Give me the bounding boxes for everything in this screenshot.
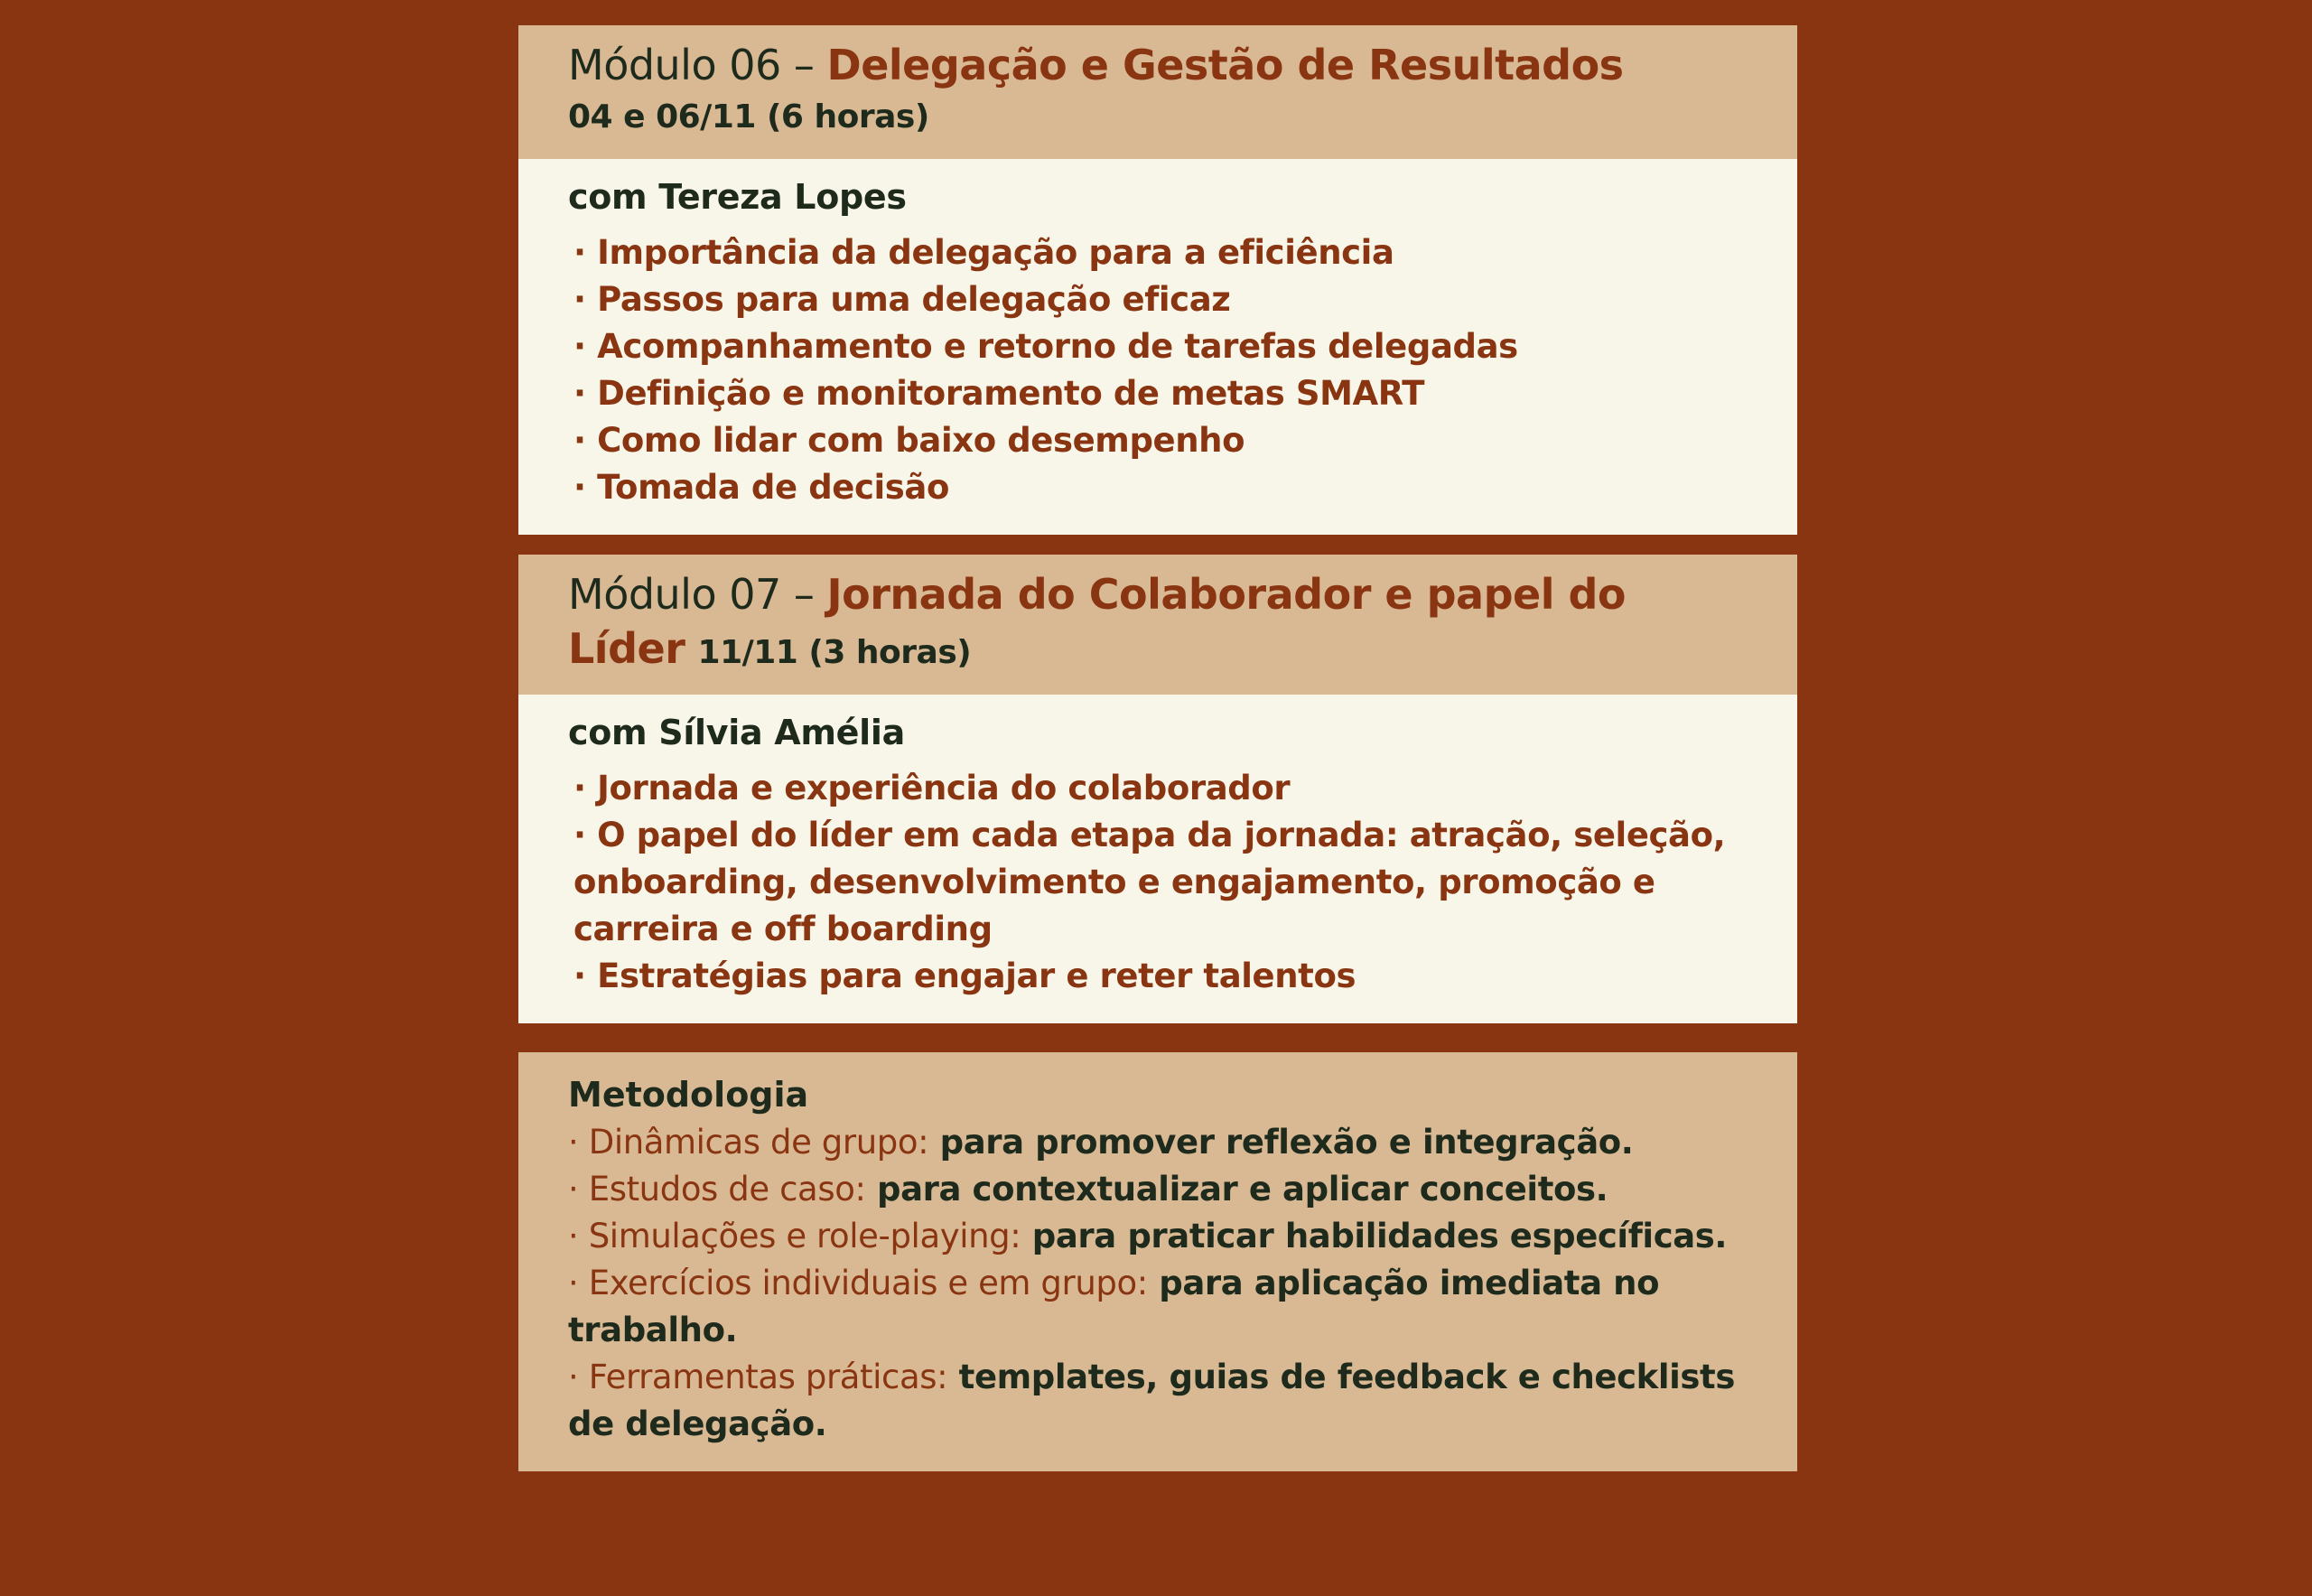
methodology-list: [568, 1119, 1748, 1448]
module-name: Delegação e Gestão de Resultados: [826, 41, 1624, 89]
methodology-text: para praticar habilidades específicas.: [1021, 1217, 1728, 1255]
topic-item: · Tomada de decisão: [573, 468, 950, 507]
methodology-term: · Simulações e role-playing:: [568, 1217, 1021, 1255]
methodology-term: · Exercícios individuais e em grupo:: [568, 1264, 1148, 1302]
module-07: [518, 555, 1797, 1023]
topic-list: [568, 765, 1748, 1000]
methodology-term: · Dinâmicas de grupo:: [568, 1123, 929, 1162]
methodology-item: [568, 1119, 1748, 1166]
topic-list: [568, 229, 1748, 511]
topic-item: · O papel do líder em cada etapa da jornada: atração, seleção, onboarding, desenvolvimento e engajamento, promoção e carreira e off boarding: [573, 816, 1726, 948]
instructor-name: com Tereza Lopes: [568, 177, 907, 217]
methodology-term: · Estudos de caso:: [568, 1170, 866, 1209]
module-title: [568, 38, 1748, 92]
content-column: [518, 25, 1797, 1471]
methodology-item: [568, 1166, 1748, 1213]
module-name: Jornada do Colaborador e papel do Líder: [568, 570, 1627, 673]
module-date: 04 e 06/11 (6 horas): [568, 98, 929, 135]
module-header: [518, 25, 1797, 159]
methodology-text: para promover reflexão e integração.: [928, 1123, 1634, 1162]
module-body: [518, 159, 1797, 535]
module-body: [518, 695, 1797, 1023]
module-title: [568, 567, 1748, 678]
topic-item: · Passos para uma delegação eficaz: [573, 280, 1231, 319]
methodology-text: para contextualizar e aplicar conceitos.: [865, 1170, 1608, 1209]
topic-item: · Acompanhamento e retorno de tarefas delegadas: [573, 327, 1518, 366]
methodology-text: para aplicação imediata no trabalho.: [568, 1264, 1660, 1349]
methodology-item: [568, 1260, 1748, 1354]
topic-item: · Importância da delegação para a eficiência: [573, 233, 1394, 272]
methodology-term: · Ferramentas práticas:: [568, 1358, 948, 1396]
topic-item: · Definição e monitoramento de metas SMART: [573, 374, 1425, 413]
topic-item: · Estratégias para engajar e reter talentos: [573, 957, 1356, 995]
instructor-name: com Sílvia Amélia: [568, 713, 905, 752]
module-number: Módulo 06 –: [568, 41, 827, 89]
topic-item: · Jornada e experiência do colaborador: [573, 769, 1291, 807]
module-header: [518, 555, 1797, 695]
methodology-text: templates, guias de feedback e checklists de delegação.: [568, 1358, 1735, 1443]
module-number: Módulo 07 –: [568, 570, 827, 619]
methodology-panel: [518, 1052, 1797, 1471]
methodology-item: [568, 1213, 1748, 1260]
methodology-title: Metodologia: [568, 1075, 809, 1115]
module-date: 11/11 (3 horas): [697, 634, 972, 671]
module-06: [518, 25, 1797, 535]
methodology-item: [568, 1354, 1748, 1448]
topic-item: · Como lidar com baixo desempenho: [573, 421, 1245, 460]
